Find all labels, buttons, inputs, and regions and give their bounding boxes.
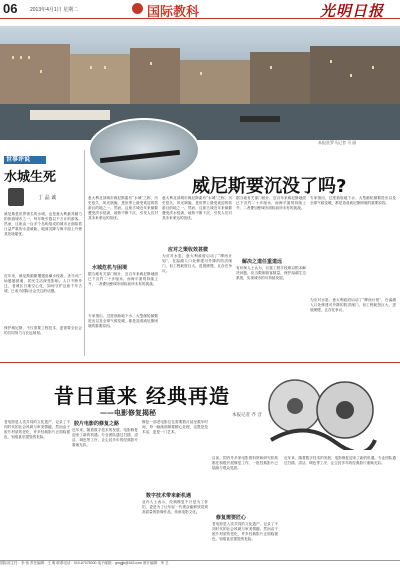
page-footer: 国际部主任：李 伟 责任编辑：王 明 联系电话：010-67078000 电子邮箱：gmgjjk@163.com 照片编辑：李 卫 (0, 560, 400, 572)
article-paragraph: 有环保人士认为，仅靠工程手段难以根本解决问题，应当限制游客数量，保护潟湖生态系统，实现城市的可持续发展。 (236, 266, 306, 280)
article-paragraph: 专家指出，过度抽取地下水、大型邮轮频繁进出以及全球气候变暖，都是造成威尼斯困境的重要原因。 (310, 196, 396, 205)
feature-paragraph: 目前，国内外多家电影资料馆和研究机构都在积极开展修复工作，一批经典影片已陆续与观众见面。 (212, 456, 278, 470)
feature-paragraph: 老电影是人类共同的文化遗产，记录了不同时代的社会风貌与审美情趣。然而由于胶片材质的老化，许多经典影片正面临褪色、划痕甚至损毁的危险。 (4, 420, 70, 439)
article-paragraph: 专家指出，过度抽取地下水、大型邮轮频繁进出以及全球气候变暖，都是造成威尼斯困境的重要原因。 (88, 314, 158, 328)
author-portrait (8, 188, 24, 206)
article-subhead: 水城危机与困境 (92, 265, 128, 271)
section-divider (0, 362, 400, 363)
article-subhead: 解决之道任重道远 (242, 259, 283, 265)
article-paragraph: 意大利北部城市威尼斯素有“水城”之称，历史悠久，风光旖旎，是世界上最受欢迎的旅游目的地之一。然而，这座古城近年来频繁遭受洪水侵袭，地势不断下沉，引发人们对其未来命运的担忧。 (162, 196, 232, 220)
feature-subhead: 修复需要匠心 (216, 515, 247, 521)
feature-title: 昔日重来 经典再造 (54, 384, 230, 408)
film-reel-illustration (265, 370, 377, 450)
venice-photo (0, 26, 400, 140)
feature-paragraph: 修复一部老电影往往需要数月甚至数年时间，每一帧画面都要精心处理，这既是技术活，更是一门艺术。 (142, 420, 208, 434)
gondola-inset-photo (88, 118, 200, 182)
article-subhead: 应对之策收效甚微 (168, 247, 209, 253)
column-title: 水城生死 (4, 170, 57, 185)
article-paragraph: 据当地有关部门统计，近百年来威尼斯地面已下沉约二十多厘米，而海平面则持续上升，二者叠加使城市面临前所未有的挑战。 (236, 196, 306, 210)
feature-paragraph: 近年来，随着数字技术的发展，电影修复迎来了新的机遇。专业团队通过扫描、清洁、调色等工序，让尘封多年的经典影片重焕光彩。 (284, 456, 396, 465)
article-paragraph: 据当地有关部门统计，近百年来威尼斯地面已下沉约二十多厘米，而海平面则持续上升，二者叠加使城市面临前所未有的挑战。 (88, 272, 158, 286)
feature-subhead: 数字技术带来新机遇 (146, 493, 192, 499)
column-tag: 世事评说 (4, 156, 46, 164)
feature-subtitle: ——电影修复揭秘 (100, 409, 156, 417)
photo-credit: 本报驻罗马记者 马 丽 (318, 140, 357, 145)
column-paragraph: 近年来，威尼斯频繁遭遇高潮水侵袭，圣马可广场屡屡被淹，居民生活深受影响。人口不断外迁，老城区日渐空心化，如何守护这座千年古城，已成为国际社会关注的话题。 (4, 274, 82, 293)
feature-paragraph: 业内人士表示，经典修复不只是为了怀旧，更是为了让年轻一代观众能够欣赏到高质量的影像作品，传承电影文化。 (142, 500, 208, 514)
masthead: 光明日报 (320, 2, 385, 20)
column-author: 丁 晶 诚 (38, 195, 57, 201)
article-paragraph: 意大利北部城市威尼斯素有“水城”之称，历史悠久，风光旖旎，是世界上最受欢迎的旅游目的地之一。然而，这座古城近年来频繁遭受洪水侵袭，地势不断下沉，引发人们对其未来命运的担忧。 (88, 196, 158, 220)
column-paragraph: 保护威尼斯，不仅需要工程技术，更需要全社会的共同努力与长远规划。 (4, 326, 82, 335)
feature-paragraph: 近年来，随着数字技术的发展，电影修复迎来了新的机遇。专业团队通过扫描、清洁、调色等工序，让尘封多年的经典影片重焕光彩。 (72, 428, 138, 447)
issue-date: 2013年4月1日 星期二 (30, 7, 79, 13)
article-paragraph: 为应对水患，意大利政府启动了“摩西计划”，在潟湖入口处修建可升降的防洪闸门，但工程耗资巨大，进展缓慢，且存在争议。 (162, 254, 232, 273)
headline: 威尼斯要沉没了吗? (192, 176, 347, 197)
article-paragraph: 为应对水患，意大利政府启动了“摩西计划”，在潟湖入口处修建可升降的防洪闸门，但工程耗资巨大，进展缓慢，且存在争议。 (310, 298, 396, 312)
feature-subhead: 胶片电影的修复之路 (74, 421, 120, 427)
feature-paragraph: 老电影是人类共同的文化遗产，记录了不同时代的社会风貌与审美情趣。然而由于胶片材质的老化，许多经典影片正面临褪色、划痕甚至损毁的危险。 (212, 522, 278, 541)
column-divider (84, 150, 85, 356)
column-paragraph: 威尼斯是世界著名的水城，也是意大利最具魅力的旅游城市之一，每年吸引数以千万计的游客。然而，这座由一百多个岛屿组成的城市正面临着日益严重的水患威胁，地面沉降与海平面上升使其处境堪忧。 (4, 212, 82, 236)
section-title: 国际教科 (147, 5, 200, 20)
feature-author: 本报记者 齐 音 (232, 413, 262, 418)
section-logo-icon (132, 3, 143, 14)
page-number: 06 (3, 1, 18, 16)
